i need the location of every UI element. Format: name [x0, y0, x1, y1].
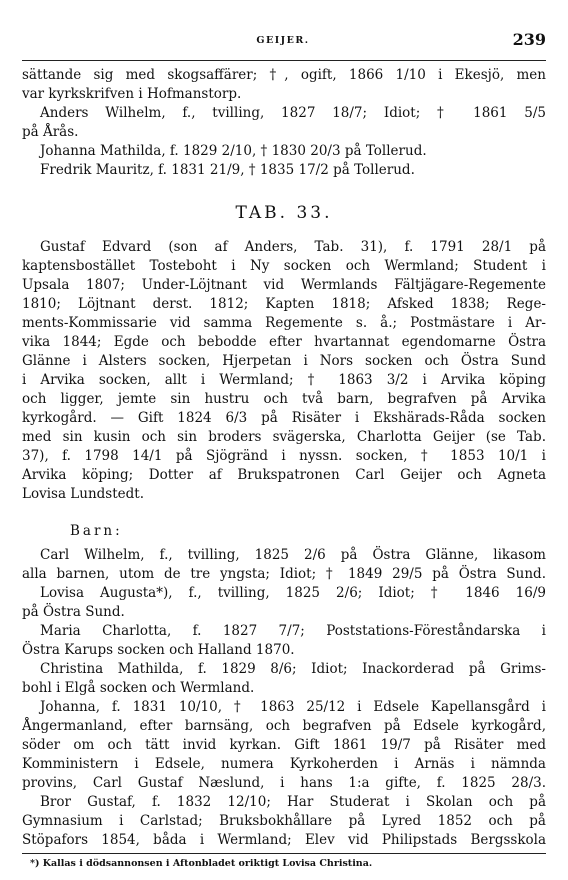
footnote-rule [22, 853, 546, 854]
text-line: Fredrik Mauritz, f. 1831 21/9, † 1835 17/2 på Tollerud. [40, 162, 415, 178]
text-line: söder om och tätt invid kyrkan. Gift 1861 19/7 på Risäter med [22, 737, 546, 753]
text-line: Lovisa Augusta*), f., tvilling, 1825 2/6; Idiot; † 1846 16/9 [40, 585, 546, 601]
page-header [20, 30, 546, 58]
text-line: Gymnasium i Carlstad; Bruksbokhållare på Lyred 1852 och på [22, 813, 546, 829]
text-line: 37), f. 1798 14/1 på Sjögränd i nyssn. socken, † 1853 10/1 i [22, 448, 546, 464]
text-line: Östra Karups socken och Halland 1870. [22, 642, 295, 658]
text-line: sättande sig med skogsaffärer; †, ogift, 1866 1/10 i Ekesjö, men [22, 67, 546, 83]
table-heading: TAB. 33. [235, 203, 333, 223]
text-line: Upsala 1807; Under-Löjtnant vid Wermlands Fältjägare-Regemente [22, 277, 546, 293]
text-line: bohl i Elgå socken och Wermland. [22, 680, 255, 696]
text-line: Lovisa Lundstedt. [22, 486, 145, 502]
text-line: provins, Carl Gustaf Næslund, i hans 1:a gifte, f. 1825 28/3. [22, 775, 546, 791]
text-line: Ångermanland, efter barnsäng, och begrafven på Edsele kyrkogård, [22, 718, 546, 734]
text-line: Gustaf Edvard (son af Anders, Tab. 31), f. 1791 28/1 på [40, 239, 546, 255]
children-heading: Barn: [70, 523, 123, 539]
text-line: Stöpafors 1854, båda i Wermland; Elev vid Philipstads Bergsskola [22, 832, 546, 848]
text-line: 1810; Löjtnant derst. 1812; Kapten 1818; Afsked 1838; Rege- [22, 296, 546, 312]
text-line: Komministern i Edsele, numera Kyrkoherden i Arnäs i nämnda [22, 756, 546, 772]
text-line: Johanna, f. 1831 10/10, † 1863 25/12 i Edsele Kapellansgård i [40, 699, 546, 715]
text-line: alla barnen, utom de tre yngsta; Idiot; † 1849 29/5 på Östra Sund. [22, 566, 546, 582]
footnote: *) Kallas i dödsannonsen i Aftonbladet oriktigt Lovisa Christina. [30, 858, 373, 869]
text-line: med sin kusin och sin broders svägerska, Charlotta Geijer (se Tab. [22, 429, 546, 445]
text-line: i Arvika socken, allt i Wermland; † 1863 3/2 i Arvika köping [22, 372, 546, 388]
text-line: Maria Charlotta, f. 1827 7/7; Poststations-Föreståndarska i [40, 623, 546, 639]
text-line: vika 1844; Egde och bebodde efter hvartannat egendomarne Östra [22, 334, 546, 350]
text-line: och ligger, jemte sin hustru och två barn, begrafven på Arvika [22, 391, 546, 407]
text-line: Johanna Mathilda, f. 1829 2/10, † 1830 20/3 på Tollerud. [40, 143, 427, 159]
text-line: kaptensbostället Tosteboht i Ny socken och Wermland; Student i [22, 258, 546, 274]
header-rule [22, 60, 546, 61]
page-number: 239 [512, 30, 546, 49]
text-line: ments-Kommissarie vid samma Regemente s. å.; Postmästare i Ar- [22, 315, 546, 331]
text-line: på Östra Sund. [22, 604, 125, 620]
text-line: Carl Wilhelm, f., tvilling, 1825 2/6 på Östra Glänne, likasom [40, 547, 546, 563]
text-line: kyrkogård. — Gift 1824 6/3 på Risäter i Ekshärads-Råda socken [22, 410, 546, 426]
running-head: GEIJER. [256, 35, 310, 46]
text-line: på Årås. [22, 124, 79, 140]
text-line: Glänne i Alsters socken, Hjerpetan i Nors socken och Östra Sund [22, 353, 546, 369]
text-line: Bror Gustaf, f. 1832 12/10; Har Studerat i Skolan och på [40, 794, 546, 810]
text-line: var kyrkskrifven i Hofmanstorp. [22, 86, 242, 102]
text-line: Anders Wilhelm, f., tvilling, 1827 18/7; Idiot; † 1861 5/5 [40, 105, 546, 121]
text-line: Christina Mathilda, f. 1829 8/6; Idiot; Inackorderad på Grims- [40, 661, 546, 677]
text-line: Arvika köping; Dotter af Brukspatronen Carl Geijer och Agneta [22, 467, 546, 483]
